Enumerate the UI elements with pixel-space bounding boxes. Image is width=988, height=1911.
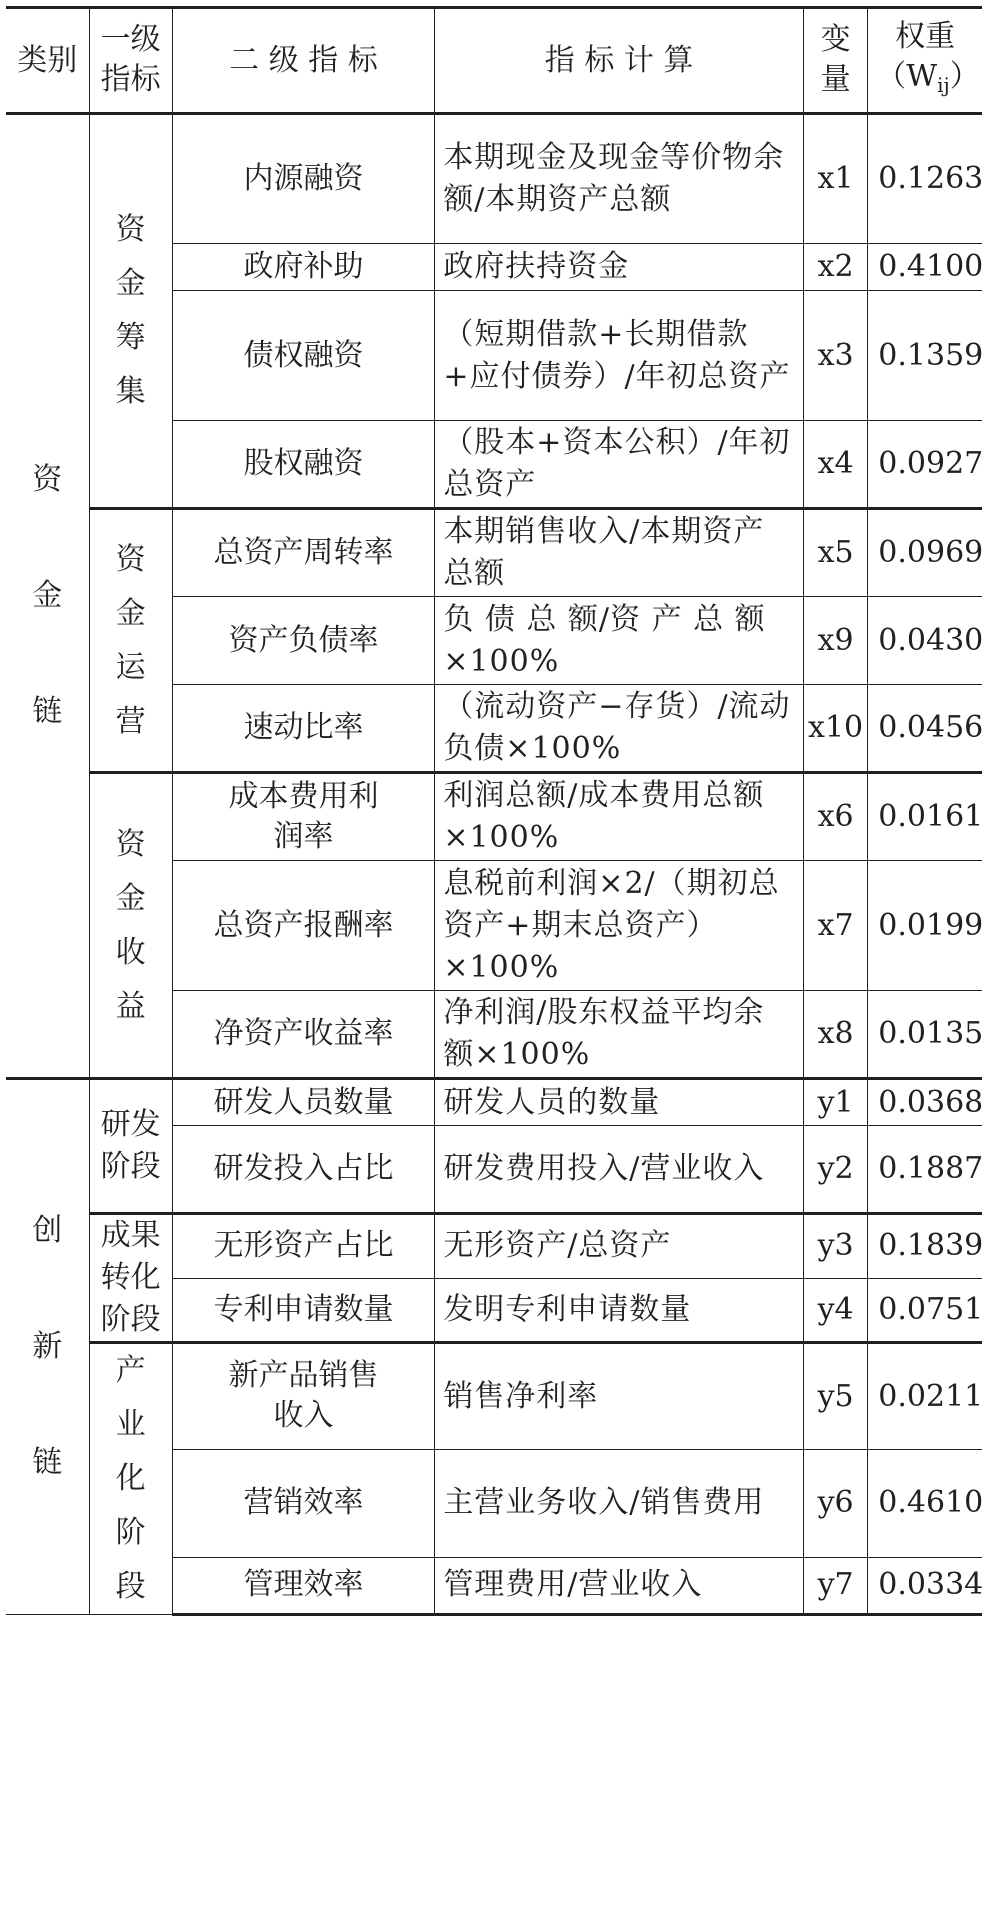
level2-cell: 无形资产占比 <box>172 1214 435 1279</box>
calc-cell: 负 债 总 额/资 产 总 额×100% <box>435 597 804 685</box>
header-row <box>6 8 982 114</box>
index-weight-table <box>6 6 982 1616</box>
header-level2: 二 级 指 标 <box>172 8 435 114</box>
table-row <box>6 773 982 861</box>
header-category: 类别 <box>6 8 89 114</box>
level2-cell: 资产负债率 <box>172 597 435 685</box>
weight-cell: 0.0161 <box>868 773 982 861</box>
level2-cell: 政府补助 <box>172 244 435 291</box>
table-row <box>6 1214 982 1279</box>
level1-cell: 资金运营 <box>89 509 172 773</box>
variable-cell: y2 <box>803 1126 867 1214</box>
variable-cell: x5 <box>803 509 867 597</box>
weight-cell: 0.0368 <box>868 1079 982 1126</box>
calc-cell: （股本+资本公积）/年初总资产 <box>435 421 804 509</box>
calc-cell: 净利润/股东权益平均余额×100% <box>435 991 804 1079</box>
weight-cell: 0.1359 <box>868 291 982 421</box>
variable-cell: x8 <box>803 991 867 1079</box>
header-weight <box>868 8 982 114</box>
level2-cell: 成本费用利润率 <box>172 773 435 861</box>
level2-cell: 总资产周转率 <box>172 509 435 597</box>
calc-cell: 销售净利率 <box>435 1343 804 1450</box>
weight-cell: 0.0135 <box>868 991 982 1079</box>
variable-cell: x2 <box>803 244 867 291</box>
weight-cell: 0.0456 <box>868 685 982 773</box>
level2-cell: 管理效率 <box>172 1557 435 1614</box>
level1-cell: 资金收益 <box>89 773 172 1079</box>
level1-cell: 资金筹集 <box>89 114 172 509</box>
calc-cell: 本期销售收入/本期资产总额 <box>435 509 804 597</box>
variable-cell: x3 <box>803 291 867 421</box>
level2-cell: 债权融资 <box>172 291 435 421</box>
category-cell: 资金链 <box>6 114 89 1079</box>
weight-cell: 0.0334 <box>868 1557 982 1614</box>
weight-cell: 0.0969 <box>868 509 982 597</box>
level2-cell: 新产品销售收入 <box>172 1343 435 1450</box>
calc-cell: （流动资产−存货）/流动负债×100% <box>435 685 804 773</box>
calc-cell: 研发人员的数量 <box>435 1079 804 1126</box>
variable-cell: y1 <box>803 1079 867 1126</box>
table-row <box>6 1343 982 1450</box>
category-cell: 创新链 <box>6 1079 89 1615</box>
variable-cell: x4 <box>803 421 867 509</box>
table-row <box>6 1079 982 1126</box>
calc-cell: （短期借款+长期借款+应付债券）/年初总资产 <box>435 291 804 421</box>
header-weight-symbol: $(W_{ij})$ <box>876 58 980 97</box>
weight-cell: 0.0927 <box>868 421 982 509</box>
level2-cell: 研发投入占比 <box>172 1126 435 1214</box>
table-header <box>6 8 982 114</box>
table-row <box>6 509 982 597</box>
calc-cell: 发明专利申请数量 <box>435 1278 804 1343</box>
calc-cell: 本期现金及现金等价物余额/本期资产总额 <box>435 114 804 244</box>
weight-cell: 0.1263 <box>868 114 982 244</box>
level2-cell: 总资产报酬率 <box>172 861 435 991</box>
weight-cell: 0.1839 <box>868 1214 982 1279</box>
variable-cell: y5 <box>803 1343 867 1450</box>
header-calc: 指 标 计 算 <box>435 8 804 114</box>
header-weight-label: 权重 <box>895 18 956 54</box>
weight-cell: 0.0430 <box>868 597 982 685</box>
calc-cell: 管理费用/营业收入 <box>435 1557 804 1614</box>
variable-cell: x7 <box>803 861 867 991</box>
level1-cell: 研发阶段 <box>89 1079 172 1214</box>
weight-cell: 0.0751 <box>868 1278 982 1343</box>
variable-cell: y4 <box>803 1278 867 1343</box>
calc-cell: 政府扶持资金 <box>435 244 804 291</box>
weight-cell: 0.0199 <box>868 861 982 991</box>
calc-cell: 利润总额/成本费用总额×100% <box>435 773 804 861</box>
calc-cell: 无形资产/总资产 <box>435 1214 804 1279</box>
level2-cell: 净资产收益率 <box>172 991 435 1079</box>
level2-cell: 研发人员数量 <box>172 1079 435 1126</box>
level2-cell: 内源融资 <box>172 114 435 244</box>
level2-cell: 速动比率 <box>172 685 435 773</box>
variable-cell: y6 <box>803 1450 867 1557</box>
variable-cell: x6 <box>803 773 867 861</box>
index-table-container <box>6 6 982 1616</box>
weight-cell: 0.4100 <box>868 244 982 291</box>
level1-cell: 成果转化阶段 <box>89 1214 172 1343</box>
variable-cell: x9 <box>803 597 867 685</box>
weight-cell: 0.4610 <box>868 1450 982 1557</box>
header-level1: 一级指标 <box>89 8 172 114</box>
weight-cell: 0.1887 <box>868 1126 982 1214</box>
calc-cell: 息税前利润×2/（期初总资产+期末总资产）×100% <box>435 861 804 991</box>
level2-cell: 营销效率 <box>172 1450 435 1557</box>
variable-cell: y3 <box>803 1214 867 1279</box>
table-row <box>6 114 982 244</box>
table-body <box>6 114 982 1615</box>
calc-cell: 研发费用投入/营业收入 <box>435 1126 804 1214</box>
level1-cell: 产业化阶段 <box>89 1343 172 1615</box>
variable-cell: x1 <box>803 114 867 244</box>
level2-cell: 股权融资 <box>172 421 435 509</box>
variable-cell: y7 <box>803 1557 867 1614</box>
calc-cell: 主营业务收入/销售费用 <box>435 1450 804 1557</box>
weight-cell: 0.0211 <box>868 1343 982 1450</box>
variable-cell: x10 <box>803 685 867 773</box>
header-variable: 变量 <box>803 8 867 114</box>
level2-cell: 专利申请数量 <box>172 1278 435 1343</box>
